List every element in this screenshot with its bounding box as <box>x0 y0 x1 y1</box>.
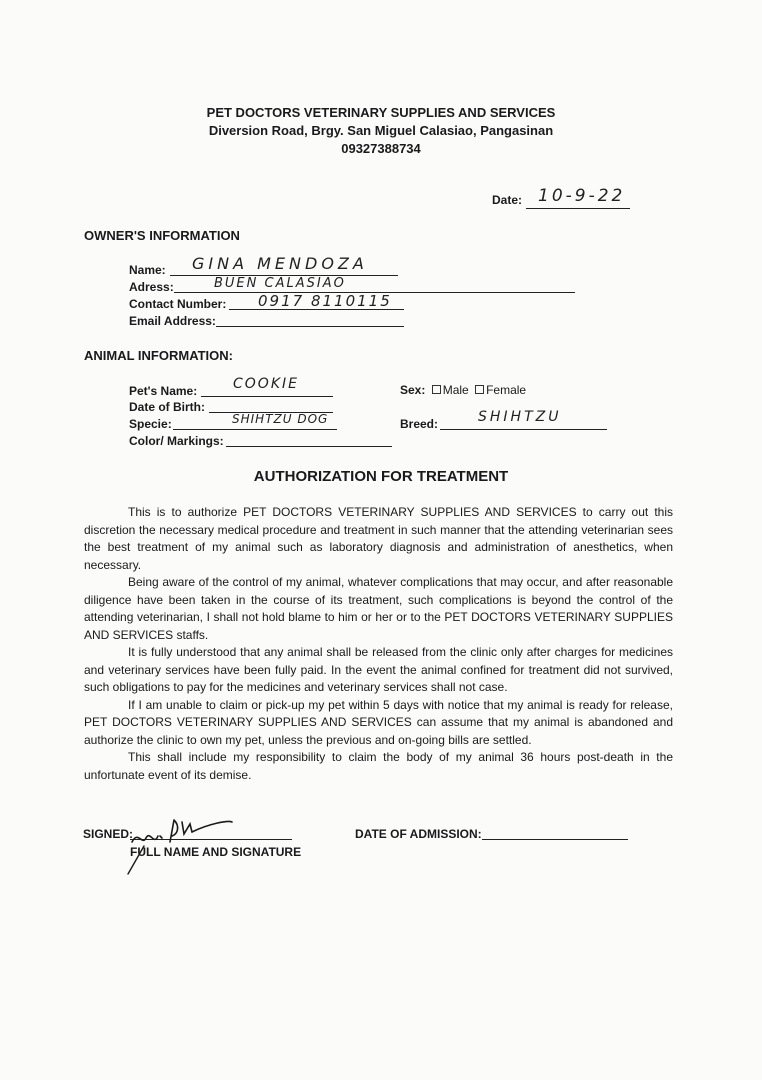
owner-email-line <box>216 326 404 327</box>
male-option-label: Male <box>442 383 469 397</box>
dob-label: Date of Birth: <box>129 400 205 414</box>
specie-label: Specie: <box>129 417 172 431</box>
signature-caption: FULL NAME AND SIGNATURE <box>130 845 302 859</box>
admission-line <box>482 839 628 840</box>
sex-field <box>400 383 526 397</box>
breed-value: SHIHTZU <box>478 409 562 425</box>
color-markings-line <box>226 446 392 447</box>
owner-address-label: Adress: <box>129 280 174 294</box>
owner-name-value: GINA MENDOZA <box>192 254 368 273</box>
female-checkbox[interactable] <box>475 385 484 394</box>
owner-email-label: Email Address: <box>129 314 216 328</box>
authorization-paragraph: This is to authorize PET DOCTORS VETERINARY SUPPLIES AND SERVICES to carry out this discretion the necessary medical procedure and treatment in such manner that the attending veterinarian sees the best treatment of my animal such as laboratory diagnosis and administration of anesthetics, when necessary. <box>84 505 673 572</box>
authorization-body <box>84 504 673 784</box>
female-option-label: Female <box>486 383 527 397</box>
authorization-title: AUTHORIZATION FOR TREATMENT <box>253 468 509 485</box>
company-name: PET DOCTORS VETERINARY SUPPLIES AND SERVICES <box>206 105 556 120</box>
signed-label: SIGNED: <box>83 827 134 841</box>
owner-name-label: Name: <box>129 263 166 277</box>
owner-address-value: BUEN CALASIAO <box>214 276 346 291</box>
pet-name-value: COOKIE <box>233 376 299 392</box>
date-line <box>526 208 630 209</box>
pet-name-label: Pet's Name: <box>129 384 198 398</box>
authorization-paragraph: It is fully understood that any animal shall be released from the clinic only after charges for medicines and veterinary services have been fully paid. In the event the animal confined for treatment did not survived, such obligations to pay for the medicines and veterinary services shall not case. <box>84 645 673 694</box>
specie-line <box>173 429 337 430</box>
breed-line <box>440 429 607 430</box>
pet-name-line <box>201 396 333 397</box>
company-phone: 09327388734 <box>341 141 421 156</box>
date-value: 10-9-22 <box>538 186 626 206</box>
color-markings-label: Color/ Markings: <box>129 434 224 448</box>
owner-contact-label: Contact Number: <box>129 297 227 311</box>
admission-label: DATE OF ADMISSION: <box>355 827 482 841</box>
breed-label: Breed: <box>400 417 439 431</box>
authorization-paragraph: This shall include my responsibility to claim the body of my animal 36 hours post-death in the unfortunate event of its demise. <box>84 750 673 782</box>
authorization-paragraph: Being aware of the control of my animal, whatever complications that may occur, and after reasonable diligence have been taken in the course of its treatment, such complications is beyond the control of the attending veterinarian, I shall not hold blame to him or her or to the PET DOCTORS VETERINARY SUPPLIES AND SERVICES staffs. <box>84 575 673 642</box>
specie-value: SHIHTZU DOG <box>232 412 329 426</box>
sex-label: Sex: <box>400 383 426 397</box>
handwritten-signature <box>118 812 258 876</box>
male-checkbox[interactable] <box>432 385 441 394</box>
owner-section-heading: OWNER'S INFORMATION <box>84 228 240 243</box>
authorization-paragraph: If I am unable to claim or pick-up my pet within 5 days with notice that my animal is ready for release, PET DOCTORS VETERINARY SUPPLIES AND SERVICES can assume that my animal is abandoned and authorize the clinic to own my pet, unless the previous and on-going bills are settled. <box>84 697 673 747</box>
owner-contact-value: 0917 8110115 <box>258 292 392 310</box>
company-address: Diversion Road, Brgy. San Miguel Calasiao, Pangasinan <box>208 123 554 138</box>
date-label: Date: <box>492 193 523 207</box>
animal-section-heading: ANIMAL INFORMATION: <box>84 348 233 363</box>
